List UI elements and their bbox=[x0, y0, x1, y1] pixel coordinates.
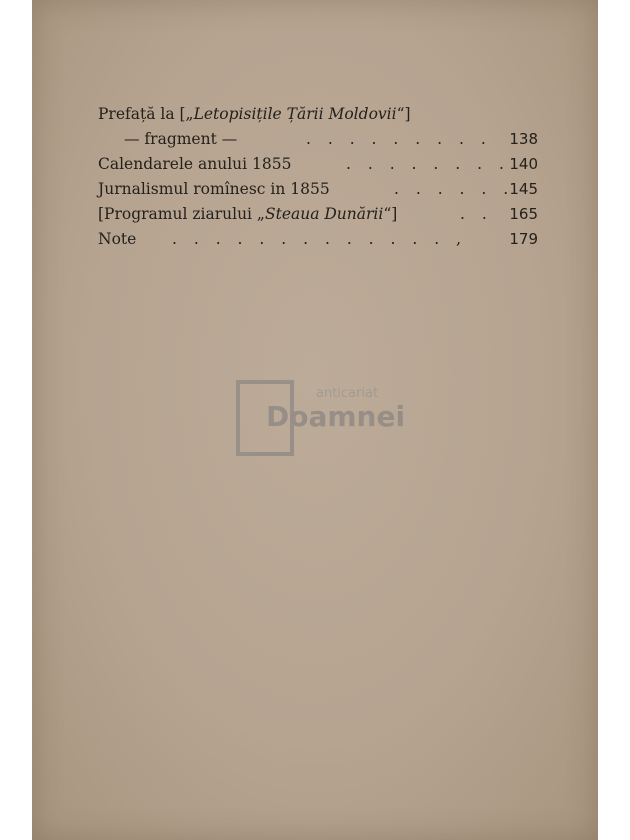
toc-entry-title-italic: Steaua Dunării bbox=[264, 205, 384, 223]
toc-entry-title: — fragment — bbox=[124, 130, 238, 148]
toc-entry-title: Note bbox=[98, 230, 137, 248]
toc-entry-title: Calendarele anului 1855 bbox=[98, 155, 292, 173]
toc-entry bbox=[98, 102, 538, 127]
toc-entry bbox=[98, 202, 538, 227]
toc-entry bbox=[98, 177, 538, 202]
toc-entry-title: [Programul ziarului „Steaua Dunării“] bbox=[98, 205, 398, 223]
toc-leader-dots: . . . . . . bbox=[394, 180, 515, 198]
toc-leader-dots: . . . . . . . . bbox=[346, 155, 510, 173]
toc-entry bbox=[98, 227, 538, 252]
watermark-logo bbox=[236, 380, 406, 460]
book-page bbox=[32, 0, 598, 840]
toc-entry bbox=[98, 152, 538, 177]
toc-page-number: 140 bbox=[509, 155, 538, 173]
toc-page-number: 145 bbox=[509, 180, 538, 198]
table-of-contents bbox=[98, 102, 538, 252]
toc-entry-title: Jurnalismul romînesc in 1855 bbox=[98, 180, 330, 198]
toc-page-number: 165 bbox=[509, 205, 538, 223]
watermark-small-text: anticariat bbox=[316, 386, 379, 401]
toc-page-number: 179 bbox=[509, 230, 538, 248]
toc-leader-dots: . . bbox=[460, 205, 493, 223]
toc-entry bbox=[98, 127, 538, 152]
watermark-big-text: Doamnei bbox=[266, 400, 406, 433]
toc-entry-title-italic: Letopisițile Țării Moldovii bbox=[193, 105, 397, 123]
toc-entry-title: Prefață la [„Letopisițile Țării Moldovii“] bbox=[98, 105, 411, 123]
toc-leader-dots: . . . . . . . . . . . . . , bbox=[172, 230, 468, 248]
toc-page-number: 138 bbox=[509, 130, 538, 148]
toc-leader-dots: . . . . . . . . . bbox=[306, 130, 492, 148]
